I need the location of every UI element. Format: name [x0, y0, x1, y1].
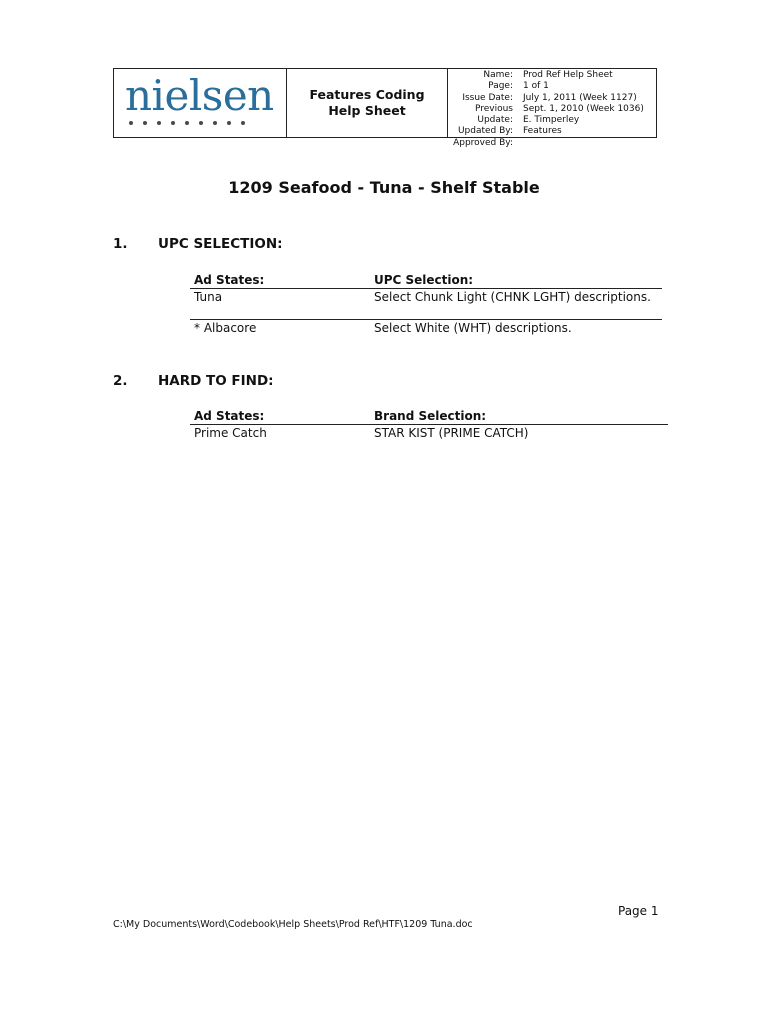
section-1-heading [113, 236, 283, 252]
cell-selection: STAR KIST (PRIME CATCH) [374, 426, 529, 440]
cell-selection: Select Chunk Light (CHNK LGHT) descriptions. [374, 290, 651, 304]
page-number: Page 1 [618, 904, 659, 918]
header-meta-cell [448, 69, 656, 148]
table-header-row [190, 273, 662, 289]
header-title-line2: Help Sheet [328, 103, 406, 118]
cell-ad-state: Tuna [194, 290, 223, 304]
header-title-cell [287, 69, 448, 137]
col-header-ad-states: Ad States: [194, 273, 265, 287]
logo-dots [129, 121, 245, 125]
section-2-title: HARD TO FIND: [158, 373, 274, 389]
col-header-brand-selection: Brand Selection: [374, 409, 487, 423]
meta-value-issue-date: July 1, 2011 (Week 1127) [523, 92, 637, 103]
cell-ad-state: Prime Catch [194, 426, 267, 440]
meta-label-page: Page: [488, 81, 513, 92]
col-header-ad-states: Ad States: [194, 409, 265, 423]
meta-label-previous-update: Previous Update: [474, 103, 513, 126]
section-1-number: 1. [113, 236, 128, 252]
table-row [190, 425, 668, 440]
meta-label-issue-date: Issue Date: [462, 92, 513, 103]
meta-value-previous-update: Sept. 1, 2010 (Week 1036) [523, 103, 644, 114]
meta-values [523, 70, 656, 137]
meta-label-approved-by: Approved By: [453, 137, 513, 148]
cell-selection: Select White (WHT) descriptions. [374, 321, 572, 335]
table-header-row [190, 409, 668, 425]
meta-label-updated-by: Updated By: [457, 126, 513, 137]
meta-value-approved-by: Features [523, 126, 562, 137]
meta-value-page: 1 of 1 [523, 81, 549, 92]
logo-cell [114, 69, 287, 137]
meta-value-updated-by: E. Timperley [523, 115, 580, 126]
meta-labels [448, 70, 523, 148]
section-1-title: UPC SELECTION: [158, 236, 283, 252]
meta-label-name: Name: [483, 70, 513, 80]
table-row [190, 320, 662, 335]
header-title-line1: Features Coding [309, 87, 425, 102]
document-title: 1209 Seafood - Tuna - Shelf Stable [228, 178, 540, 197]
section-1-table [190, 273, 662, 335]
table-row [190, 289, 662, 320]
nielsen-logo: nielsen [125, 71, 274, 120]
section-2-number: 2. [113, 373, 128, 389]
header-table [113, 68, 657, 148]
section-2-table [190, 409, 668, 440]
col-header-upc-selection: UPC Selection: [374, 273, 474, 287]
section-2-heading [113, 373, 274, 389]
meta-value-name: Prod Ref Help Sheet [523, 70, 613, 80]
file-path: C:\My Documents\Word\Codebook\Help Sheets\Prod Ref\HTF\1209 Tuna.doc [113, 919, 473, 930]
cell-ad-state: * Albacore [194, 321, 257, 335]
